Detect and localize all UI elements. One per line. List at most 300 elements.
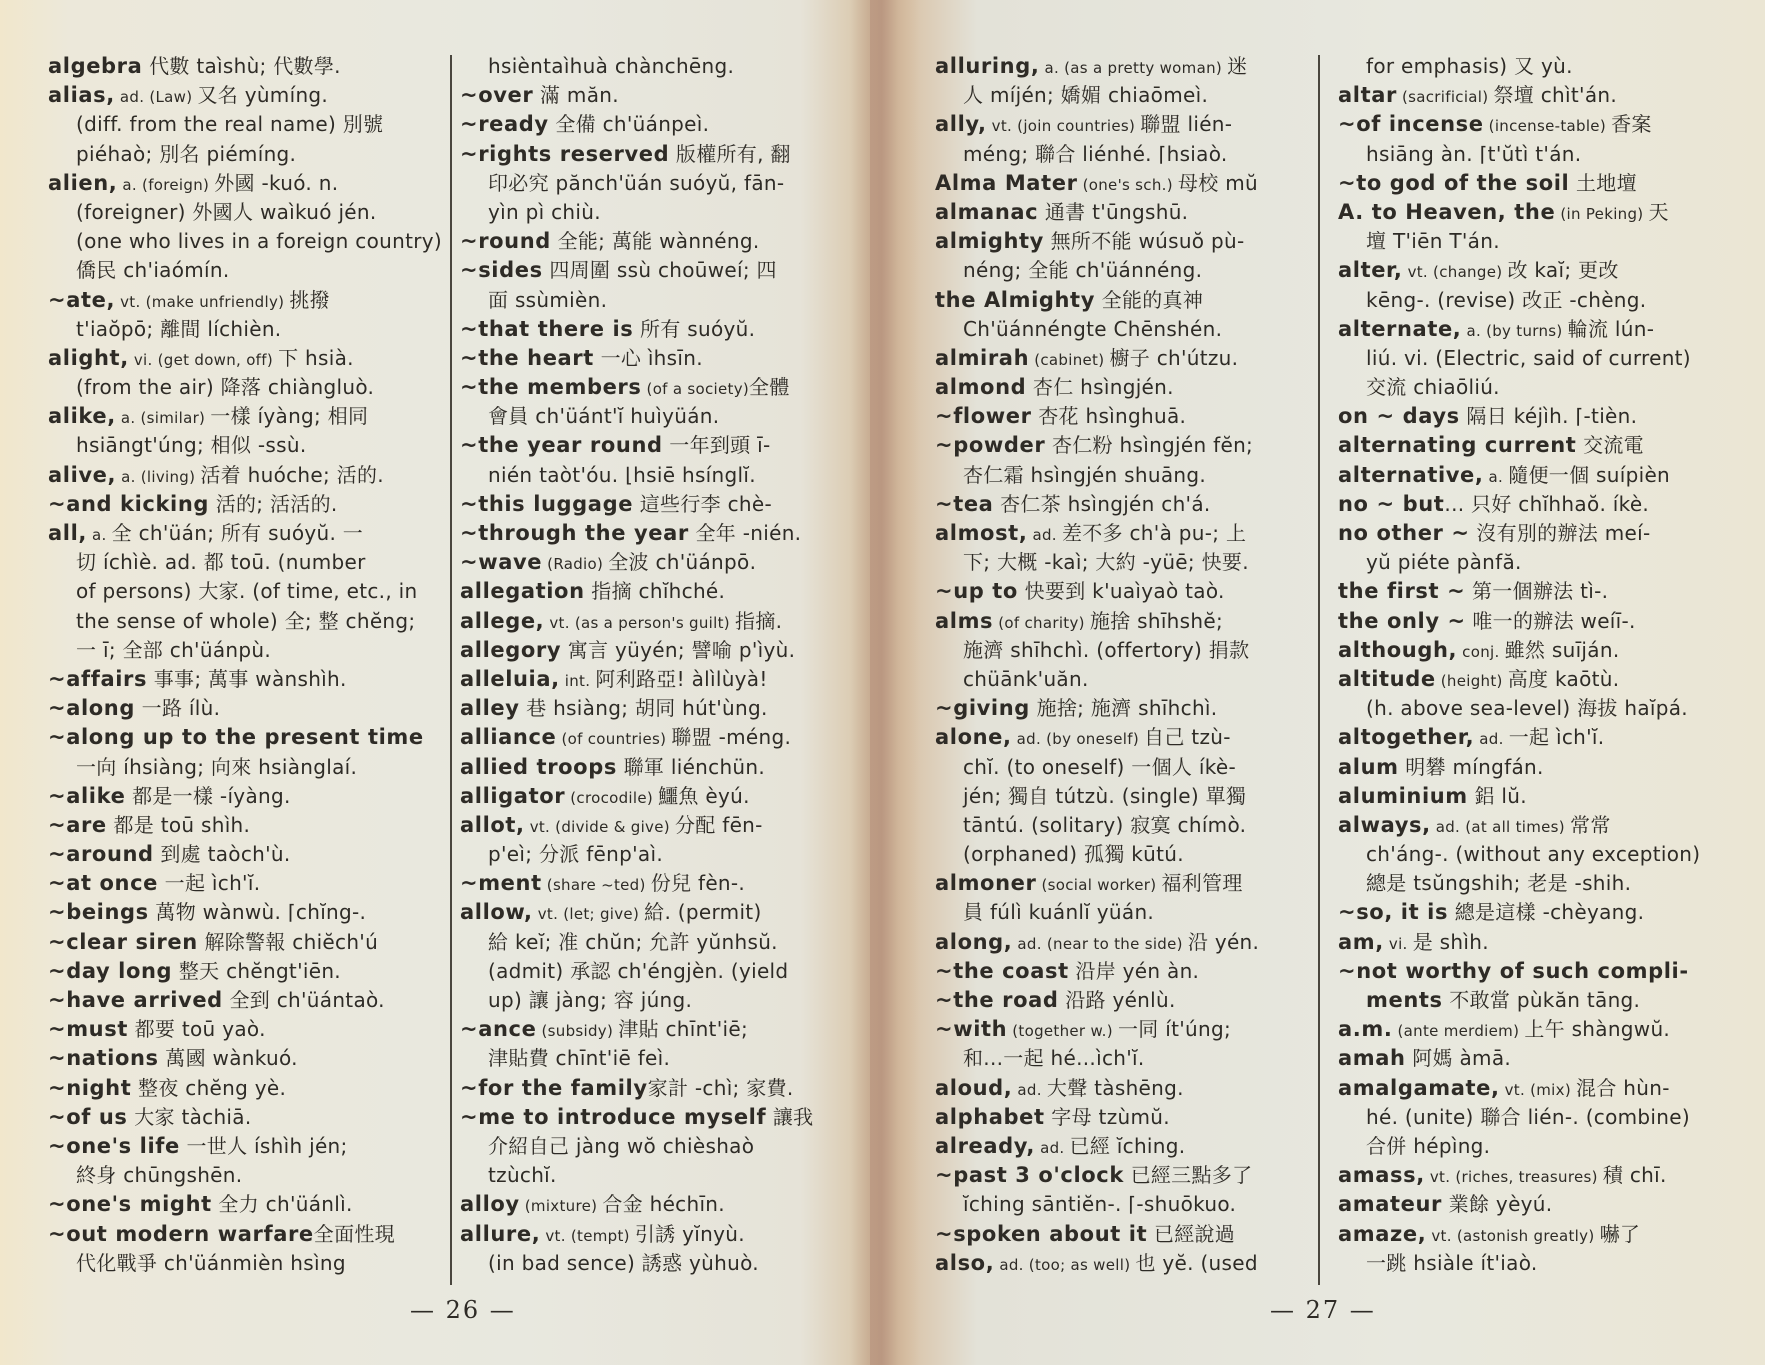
translation: 活着 huóche; 活的. — [200, 462, 384, 487]
dictionary-entry — [48, 1103, 398, 1132]
entry-continuation — [48, 315, 398, 344]
part-of-speech-gloss: (social worker) — [1036, 876, 1162, 895]
headword: all, — [48, 521, 87, 545]
translation: 合金 héchīn. — [602, 1192, 725, 1217]
dictionary-entry — [48, 81, 398, 110]
translation: 全 ch'üán; 所有 suóyŭ. 一 — [111, 521, 364, 545]
translation: 阿利路亞! àlìlùyà! — [595, 666, 768, 691]
headword: ~flower — [935, 404, 1032, 429]
dictionary-entry — [935, 694, 1315, 723]
headword: ~beings — [48, 900, 149, 925]
dictionary-entry — [48, 1220, 398, 1249]
headword: alphabet — [935, 1104, 1045, 1129]
headword: ~that there is — [460, 316, 634, 341]
part-of-speech-gloss: (crocodile) — [565, 788, 659, 807]
headword: alternative, — [1338, 462, 1484, 487]
headword: ~the coast — [935, 958, 1069, 983]
headword: ~powder — [935, 433, 1046, 458]
translation: t'iaŏpō; 離間 líchièn. — [76, 316, 282, 341]
dictionary-entry — [48, 1190, 398, 1219]
headword: ~along — [48, 696, 135, 721]
translation: 一同 ít'úng; — [1117, 1017, 1231, 1042]
dictionary-entry — [460, 577, 850, 606]
headword: amass, — [1338, 1163, 1425, 1188]
headword: ~ment — [460, 871, 542, 896]
headword: altar — [1338, 83, 1397, 108]
dictionary-entry — [1338, 169, 1728, 198]
part-of-speech-gloss: (of a society) — [641, 380, 750, 399]
dictionary-entry — [1338, 461, 1728, 490]
entry-continuation — [1338, 548, 1728, 577]
dictionary-entry — [935, 110, 1315, 139]
dictionary-entry — [1338, 110, 1728, 139]
dictionary-entry — [935, 577, 1315, 606]
translation: méng; 聯合 liénhé. ⌈hsiaò. — [963, 141, 1228, 166]
entry-continuation — [460, 840, 850, 869]
book-gutter — [850, 0, 920, 1365]
part-of-speech-gloss: (cabinet) — [1029, 350, 1110, 369]
entry-continuation — [48, 110, 398, 139]
dictionary-entry — [935, 1249, 1315, 1278]
translation: 是 shìh. — [1412, 929, 1489, 954]
dictionary-entry — [460, 227, 850, 256]
translation: 全備 ch'üánpeì. — [548, 112, 710, 137]
translation: 人 míjén; 嬌媚 chiaōmeì. — [963, 83, 1209, 108]
part-of-speech-gloss: (subsidy) — [536, 1022, 619, 1041]
translation: 一樣 íyàng; 相同 — [210, 404, 369, 429]
headword: almond — [935, 375, 1027, 400]
headword: ~must — [48, 1017, 128, 1042]
entry-continuation — [460, 1249, 850, 1278]
translation: 迷 — [1227, 54, 1248, 78]
translation: 終身 chūngshēn. — [76, 1163, 243, 1188]
dictionary-entry — [1338, 782, 1728, 811]
entry-continuation — [935, 636, 1315, 665]
part-of-speech-gloss: a. (as a pretty woman) — [1039, 59, 1228, 77]
translation: 全力 ch'üánlì. — [211, 1192, 353, 1217]
headword: almoner — [935, 871, 1037, 896]
part-of-speech-gloss: a. — [86, 526, 112, 544]
entry-continuation — [460, 928, 850, 957]
headword: amalgamate, — [1338, 1075, 1500, 1100]
translation: 解除警報 chiĕch'ú — [197, 929, 379, 954]
dictionary-entry — [460, 811, 850, 840]
translation: 僑民 ch'iaómín. — [76, 258, 230, 283]
dictionary-entry — [48, 665, 398, 694]
translation: 津貼費 chīnt'iē feì. — [488, 1046, 671, 1071]
entry-continuation — [1338, 344, 1728, 373]
translation: 交流電 — [1576, 433, 1644, 458]
translation: 都要 toū yaò. — [127, 1017, 266, 1042]
headword: ~out modern warfare — [48, 1221, 314, 1246]
dictionary-entry — [935, 986, 1315, 1015]
dictionary-entry — [460, 519, 850, 548]
dictionary-entry — [460, 256, 850, 285]
headword: ~ance — [460, 1017, 537, 1042]
dictionary-entry — [1338, 636, 1728, 665]
part-of-speech-gloss: ad. — [1035, 1138, 1070, 1157]
headword: ~spoken about it — [935, 1221, 1148, 1246]
translation: 切 íchìè. ad. 都 toū. (number — [76, 550, 366, 575]
part-of-speech-gloss: (height) — [1435, 671, 1508, 690]
headword: allied troops — [460, 754, 617, 779]
translation: chüānk'uăn. — [963, 666, 1089, 691]
headword: alliance — [460, 725, 557, 750]
dictionary-entry — [48, 519, 398, 548]
translation: 全能; 萬能 wànnéng. — [550, 229, 760, 254]
headword: altitude — [1338, 666, 1436, 691]
entry-continuation — [460, 198, 850, 227]
translation: 面 ssùmièn. — [488, 287, 608, 312]
translation: 土地壇 — [1569, 170, 1637, 195]
headword: amaze, — [1338, 1221, 1427, 1246]
part-of-speech-gloss: vt. (join countries) — [986, 117, 1141, 136]
part-of-speech-gloss: (of countries) — [556, 730, 672, 749]
headword: ally, — [935, 112, 987, 137]
headword: ~the road — [935, 988, 1059, 1012]
headword: alight, — [48, 345, 129, 370]
dictionary-entry — [1338, 928, 1728, 957]
translation: (diff. from the real name) 別號 — [76, 112, 384, 137]
headword: the Almighty — [935, 287, 1095, 312]
dictionary-entry — [48, 1132, 398, 1161]
column-1 — [48, 52, 442, 1278]
dictionary-entry — [935, 490, 1315, 519]
translation: 聯盟 -méng. — [671, 725, 792, 750]
translation: (foreigner) 外國人 waìkuó jén. — [76, 199, 377, 224]
translation: 鋁 lŭ. — [1467, 783, 1527, 808]
headword: alternating current — [1338, 433, 1577, 458]
dictionary-entry — [935, 1074, 1315, 1103]
part-of-speech-gloss: (mixture) — [519, 1197, 603, 1216]
headword: ~over — [460, 83, 534, 108]
part-of-speech-gloss: a. (foreign) — [117, 175, 215, 194]
headword: ~giving — [935, 696, 1030, 721]
headword: alias, — [48, 83, 115, 108]
column-3 — [935, 52, 1315, 1278]
translation: 都是 toū shìh. — [106, 812, 251, 837]
dictionary-entry — [1338, 81, 1728, 110]
dictionary-entry — [1338, 256, 1728, 285]
translation: 會員 ch'üánt'ĭ huìyüán. — [488, 404, 720, 429]
headword: ~rights reserved — [460, 141, 670, 166]
part-of-speech-gloss: vt. (let; give) — [532, 905, 645, 924]
headword: ~day long — [48, 958, 173, 983]
headword: no other ~ — [1338, 521, 1470, 545]
dictionary-entry — [48, 52, 398, 81]
translation: 隨便一個 suípièn — [1508, 462, 1671, 487]
part-of-speech-gloss: vi. — [1383, 934, 1413, 953]
headword: ~with — [935, 1017, 1008, 1042]
dictionary-entry — [48, 1074, 398, 1103]
translation: 一 ī; 全部 ch'üánpù. — [76, 637, 271, 662]
headword: ~of incense — [1338, 112, 1484, 137]
dictionary-entry — [48, 344, 398, 373]
translation: kēng-. (revise) 改正 -chèng. — [1366, 287, 1647, 312]
headword: always, — [1338, 812, 1431, 837]
entry-continuation — [1338, 140, 1728, 169]
translation: 外國 -kuó. n. — [214, 170, 339, 195]
headword: already, — [935, 1133, 1036, 1158]
translation: 全波 ch'üánpō. — [608, 550, 757, 575]
translation: 已經說過 — [1147, 1221, 1236, 1246]
dictionary-entry — [48, 782, 398, 811]
entry-continuation — [1338, 1249, 1728, 1278]
headword: ~have arrived — [48, 988, 223, 1012]
dictionary-entry — [48, 286, 398, 315]
part-of-speech-gloss: vt. (change) — [1402, 263, 1508, 282]
dictionary-entry — [1338, 607, 1728, 636]
part-of-speech-gloss: (Radio) — [542, 555, 609, 574]
entry-continuation — [460, 461, 850, 490]
dictionary-entry — [460, 431, 850, 460]
dictionary-entry — [935, 1103, 1315, 1132]
translation: hsièntaìhuà chànchēng. — [488, 54, 735, 78]
headword: ~and kicking — [48, 491, 210, 516]
headword: ~nations — [48, 1046, 159, 1071]
translation: 改 kaĭ; 更改 — [1507, 258, 1619, 283]
dictionary-entry — [460, 636, 850, 665]
translation: 指摘. — [735, 608, 783, 633]
dictionary-entry — [460, 1190, 850, 1219]
headword: ~me to introduce myself — [460, 1104, 767, 1129]
translation: 津貼 chīnt'iē; — [618, 1017, 748, 1042]
translation: 一起 ìch'ĭ. — [1508, 725, 1605, 750]
dictionary-entry — [935, 227, 1315, 256]
translation: néng; 全能 ch'üánnéng. — [963, 258, 1203, 283]
headword: alligator — [460, 783, 566, 808]
headword: ~past 3 o'clock — [935, 1163, 1124, 1188]
part-of-speech-gloss: a. (similar) — [115, 409, 211, 428]
headword: ~ready — [460, 112, 549, 137]
entry-continuation — [935, 753, 1315, 782]
translation: 也 yĕ. (used — [1135, 1250, 1258, 1275]
translation: 交流 chiaōliú. — [1366, 375, 1500, 400]
dictionary-entry — [460, 315, 850, 344]
translation: 字母 tzùmŭ. — [1044, 1104, 1170, 1129]
dictionary-entry — [935, 402, 1315, 431]
entry-continuation — [935, 81, 1315, 110]
translation: 沿 yén. — [1187, 929, 1260, 954]
dictionary-entry — [48, 928, 398, 957]
dictionary-entry — [48, 461, 398, 490]
translation: 施捨; 施濟 shīhchì. — [1029, 696, 1218, 721]
translation: 指摘 chĭhché. — [584, 579, 726, 604]
dictionary-entry — [48, 694, 398, 723]
headword: Alma Mater — [935, 170, 1078, 195]
dictionary-entry — [460, 1103, 850, 1132]
part-of-speech-gloss: (together w.) — [1007, 1022, 1118, 1041]
headword: aloud, — [935, 1075, 1013, 1100]
translation: 業餘 yèyú. — [1442, 1192, 1553, 1217]
headword: ~not worthy of such compli- — [1338, 958, 1689, 983]
dictionary-entry — [460, 1220, 850, 1249]
translation: (from the air) 降落 chiàngluò. — [76, 375, 375, 400]
dictionary-entry — [1338, 519, 1728, 548]
dictionary-entry — [1338, 315, 1728, 344]
dictionary-entry — [1338, 1220, 1728, 1249]
dictionary-entry — [1338, 811, 1728, 840]
headword: ~affairs — [48, 666, 148, 691]
entry-continuation — [48, 256, 398, 285]
translation: 一起 ìch'ĭ. — [158, 871, 261, 896]
dictionary-entry — [48, 840, 398, 869]
translation: (one who lives in a foreign country) — [76, 229, 442, 254]
translation: 讓我 — [766, 1104, 814, 1129]
headword: the only ~ — [1338, 608, 1466, 633]
entry-continuation — [460, 1044, 850, 1073]
dictionary-entry — [935, 198, 1315, 227]
translation: hsiāngt'úng; 相似 -ssù. — [76, 433, 307, 458]
translation: 給 keĭ; 准 chŭn; 允許 yŭnhsŭ. — [488, 929, 778, 954]
headword: ~round — [460, 229, 551, 254]
translation: 到處 taòch'ù. — [153, 842, 291, 867]
headword: amateur — [1338, 1192, 1443, 1217]
entry-continuation — [460, 986, 850, 1015]
part-of-speech-gloss: (incense-table) — [1483, 117, 1612, 136]
part-of-speech-gloss: ad. (at all times) — [1430, 817, 1571, 836]
dictionary-entry — [1338, 957, 1728, 986]
entry-continuation — [460, 402, 850, 431]
headword: ~up to — [935, 579, 1018, 604]
translation: 寓言 yüyén; 譬喻 p'ìyù. — [561, 637, 796, 662]
translation: 一跳 hsiàle ít'iaò. — [1366, 1250, 1538, 1275]
dictionary-entry — [48, 869, 398, 898]
page-number-left: — 26 — — [410, 1296, 516, 1324]
headword: algebra — [48, 54, 143, 78]
entry-continuation — [1338, 869, 1728, 898]
column-2 — [460, 52, 850, 1278]
translation: 代數 taìshù; 代數學. — [142, 54, 341, 78]
dictionary-entry — [460, 110, 850, 139]
entry-continuation — [1338, 694, 1728, 723]
dictionary-entry — [935, 723, 1315, 752]
translation: 通書 t'ūngshū. — [1038, 199, 1189, 224]
part-of-speech-gloss: vt. (mix) — [1499, 1080, 1577, 1099]
part-of-speech-gloss: (one's sch.) — [1077, 175, 1178, 194]
translation: 給. (permit) — [644, 900, 762, 925]
dictionary-entry — [48, 811, 398, 840]
headword: alive, — [48, 462, 117, 487]
headword: alone, — [935, 725, 1012, 750]
translation: 祭壇 chìt'án. — [1493, 83, 1618, 108]
headword: aluminium — [1338, 783, 1468, 808]
translation: liú. vi. (Electric, said of current) — [1366, 345, 1691, 370]
part-of-speech-gloss: (ante merdiem) — [1392, 1022, 1525, 1041]
translation: 明礬 míngfán. — [1398, 754, 1544, 779]
translation: 香案 — [1611, 112, 1652, 137]
translation: 杏仁粉 hsìngjén fĕn; — [1045, 433, 1254, 458]
part-of-speech-gloss: ad. — [1027, 526, 1062, 544]
translation: 積 chī. — [1602, 1163, 1667, 1188]
dictionary-entry — [935, 373, 1315, 402]
translation: 阿媽 àmā. — [1405, 1046, 1512, 1071]
translation: 全體 — [749, 375, 790, 400]
entry-continuation — [1338, 52, 1728, 81]
part-of-speech-gloss: a. (living) — [116, 467, 201, 486]
headword: allegation — [460, 579, 585, 604]
entry-continuation — [460, 52, 850, 81]
headword: alloy — [460, 1192, 520, 1217]
dictionary-entry — [935, 344, 1315, 373]
entry-continuation — [48, 577, 418, 606]
entry-continuation — [935, 140, 1315, 169]
entry-continuation — [460, 1132, 850, 1161]
part-of-speech-gloss: vt. (riches, treasures) — [1424, 1168, 1603, 1187]
dictionary-entry — [935, 52, 1315, 81]
column-rule-left — [450, 55, 452, 1285]
entry-continuation — [935, 898, 1315, 927]
translation: 整夜 chĕng yè. — [131, 1075, 287, 1100]
translation: 和...一起 hé...ìch'ĭ. — [963, 1046, 1145, 1071]
translation: (in bad sence) 誘惑 yùhuò. — [488, 1250, 759, 1275]
dictionary-entry — [935, 607, 1315, 636]
dictionary-entry — [48, 169, 398, 198]
part-of-speech-gloss: ad. — [1012, 1080, 1047, 1099]
headword: ~around — [48, 842, 154, 867]
dictionary-entry — [1338, 1190, 1728, 1219]
entry-continuation — [48, 198, 398, 227]
headword: ~are — [48, 812, 107, 837]
translation: 杏仁霜 hsìngjén shuāng. — [963, 462, 1207, 487]
translation: 所有 suóyŭ. — [633, 316, 756, 341]
translation: 已經三點多了 — [1123, 1163, 1253, 1188]
dictionary-entry — [935, 1220, 1315, 1249]
dictionary-entry — [48, 402, 398, 431]
translation: 四周圍 ssù choūweí; 四 — [542, 258, 777, 283]
part-of-speech-gloss: ad. (too; as well) — [994, 1255, 1136, 1274]
translation: (h. above sea-level) 海拔 haĭpá. — [1366, 696, 1688, 721]
headword: the first ~ — [1338, 579, 1466, 604]
part-of-speech-gloss: conj. — [1457, 642, 1505, 661]
headword: allot, — [460, 812, 525, 837]
page-number-right: — 27 — — [1270, 1296, 1376, 1324]
headword: ~to god of the soil — [1338, 170, 1570, 195]
part-of-speech-gloss: (of charity) — [993, 613, 1090, 632]
translation: 員 fúlì kuánlĭ yüán. — [963, 900, 1155, 925]
dictionary-entry — [48, 898, 398, 927]
translation: 不敢當 pùkăn tāng. — [1442, 988, 1641, 1012]
headword: also, — [935, 1250, 995, 1275]
headword: ments — [1366, 988, 1443, 1012]
dictionary-entry — [460, 753, 850, 782]
translation: 一年到頭 ī- — [662, 433, 771, 458]
entry-continuation — [935, 782, 1315, 811]
dictionary-entry — [1338, 431, 1728, 460]
entry-continuation — [48, 373, 398, 402]
dictionary-entry — [460, 782, 850, 811]
dictionary-entry — [460, 490, 850, 519]
translation: 無所不能 wúsuŏ pù- — [1043, 229, 1245, 254]
dictionary-entry — [48, 723, 424, 752]
headword: allow, — [460, 900, 533, 925]
translation: 版權所有, 翻 — [669, 141, 791, 166]
translation: 母校 mŭ — [1177, 170, 1258, 195]
translation: 沒有別的辦法 meí- — [1469, 521, 1651, 545]
headword: ~the members — [460, 375, 642, 400]
dictionary-entry — [1338, 402, 1728, 431]
part-of-speech-gloss: vt. (as a person's guilt) — [544, 613, 736, 632]
translation: 一路 ílù. — [134, 696, 221, 721]
dictionary-entry — [1338, 723, 1728, 752]
translation: 杏花 hsìnghuā. — [1031, 404, 1187, 429]
headword: almighty — [935, 229, 1044, 254]
headword: ~tea — [935, 491, 994, 516]
translation: 鱷魚 èyú. — [658, 783, 750, 808]
translation: 全面性現 — [313, 1221, 395, 1246]
headword: ~the year round — [460, 433, 663, 458]
headword: allure, — [460, 1221, 541, 1246]
